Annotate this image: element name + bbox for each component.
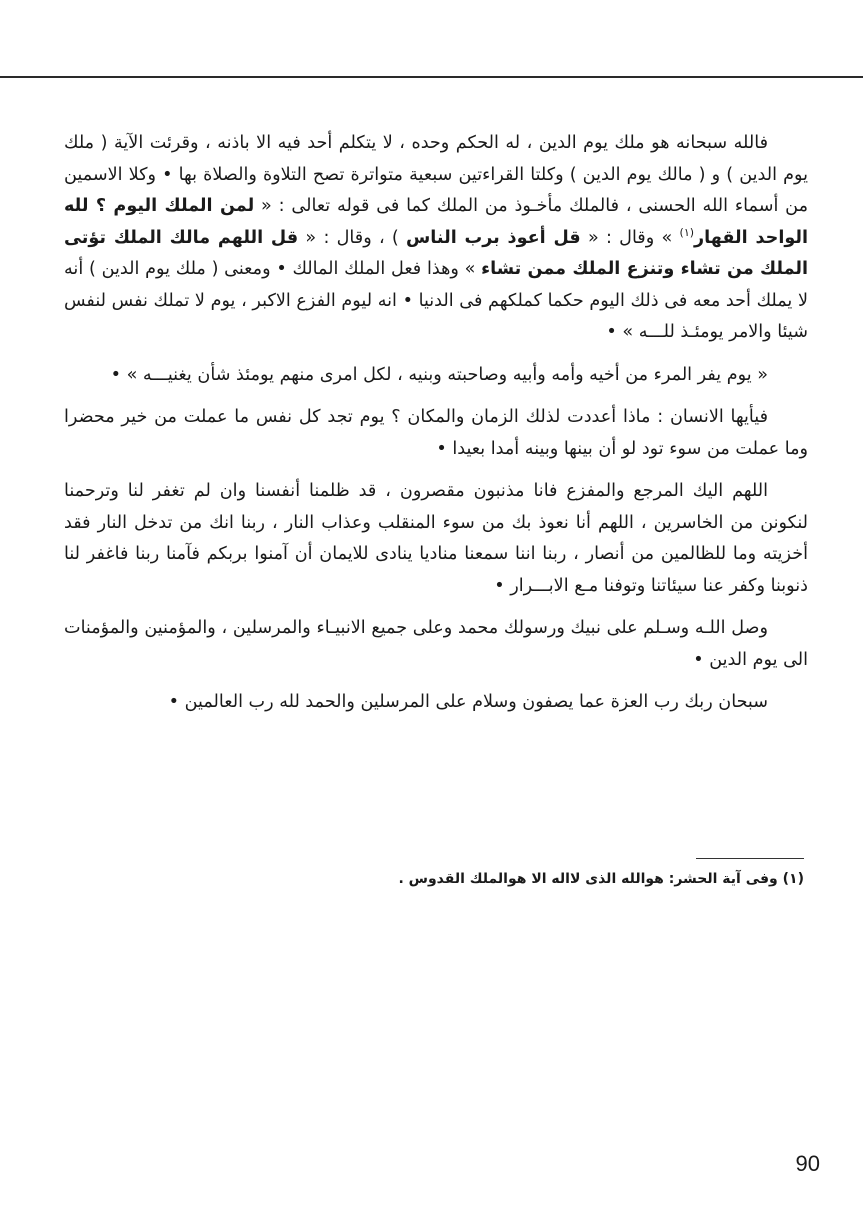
footnote: (١) وفى آية الحشر: هوالله الذى لااله الا هوالملك القدوس . xyxy=(398,871,804,887)
paragraph-5 xyxy=(64,613,808,676)
page-number: 90 xyxy=(795,1151,820,1176)
footnote-rule xyxy=(696,858,804,859)
footnote-marker: (١) xyxy=(679,225,695,239)
text-run: فالله سبحانه هو ملك يوم الدين ، له الحكم وحده ، لا يتكلم أحد فيه الا باذنه ، وقرئت الآية ( ملك يوم الدين ) و ( مالك يوم الدين ) وكلتا القراءتين سبعية متواترة تصح التلاوة والصلاة بها • وكلا الاسمين من أسماء الله الحسنى ، فالملك مأخـوذ من الملك كما فى قوله تعالى : « xyxy=(64,133,809,216)
main-text xyxy=(64,128,808,730)
paragraph-3 xyxy=(64,402,808,465)
text-run: ) ، وقال : « xyxy=(298,227,407,248)
quran-quote: قل اللهم مالك الملك تؤتى الملك من تشاء وتنزع الملك ممن تشاء xyxy=(64,227,808,279)
text-run: فيأيها الانسان : ماذا أعددت لذلك الزمان والمكان ؟ يوم تجد كل نفس ما عملت من خير محضرا وما عملت من سوء تود لو أن بينها وبينه أمدا بعيدا • xyxy=(64,407,808,459)
text-run: سبحان ربك رب العزة عما يصفون وسلام على المرسلين والحمد لله رب العالمين • xyxy=(168,692,768,712)
paragraph-2 xyxy=(64,360,808,392)
text-run: » وقال : « xyxy=(580,227,680,248)
header-rule xyxy=(0,76,863,78)
paragraph-6 xyxy=(64,687,808,719)
text-run: وصل اللـه وسـلم على نبيك ورسولك محمد وعلى جميع الانبيـاء والمرسلين ، والمؤمنين والمؤمنات الى يوم الدين • xyxy=(64,618,808,670)
text-run: اللهم اليك المرجع والمفزع فانا مذنبون مقصرون ، قد ظلمنا أنفسنا وان لم تغفر لنا وترحمنا لنكونن من الخاسرين ، اللهم أنا نعوذ بك من سوء المنقلب وعذاب النار ، ربنا انك من تدخل النار فقد أخزيته وما للظالمين من أنصار ، ربنا اننا سمعنا مناديا ينادى للايمان أن آمنوا بربكم فآمنا ربنا فاغفر لنا ذنوبنا وكفر عنا سيئاتنا وتوفنا مـع الابـــرار • xyxy=(64,481,808,596)
quran-quote: لمن الملك اليوم ؟ لله الواحد القهار xyxy=(64,196,809,248)
text-run: » وهذا فعل الملك المالك • ومعنى ( ملك يوم الدين ) أنه لا يملك أحد معه فى ذلك اليوم حكما كملكهم فى الدنيا • انه ليوم الفزع الاكبر ، يوم لا تملك نفس لنفس شيئا والامر يومئـذ للـــه » • xyxy=(64,259,808,342)
quran-quote: قل أعوذ برب الناس xyxy=(406,227,581,248)
paragraph-1 xyxy=(64,128,808,349)
text-run: « يوم يفر المرء من أخيه وأمه وأبيه وصاحبته وبنيه ، لكل امرى منهم يومئذ شأن يغنيـــه » • xyxy=(110,364,768,385)
paragraph-4 xyxy=(64,476,808,602)
